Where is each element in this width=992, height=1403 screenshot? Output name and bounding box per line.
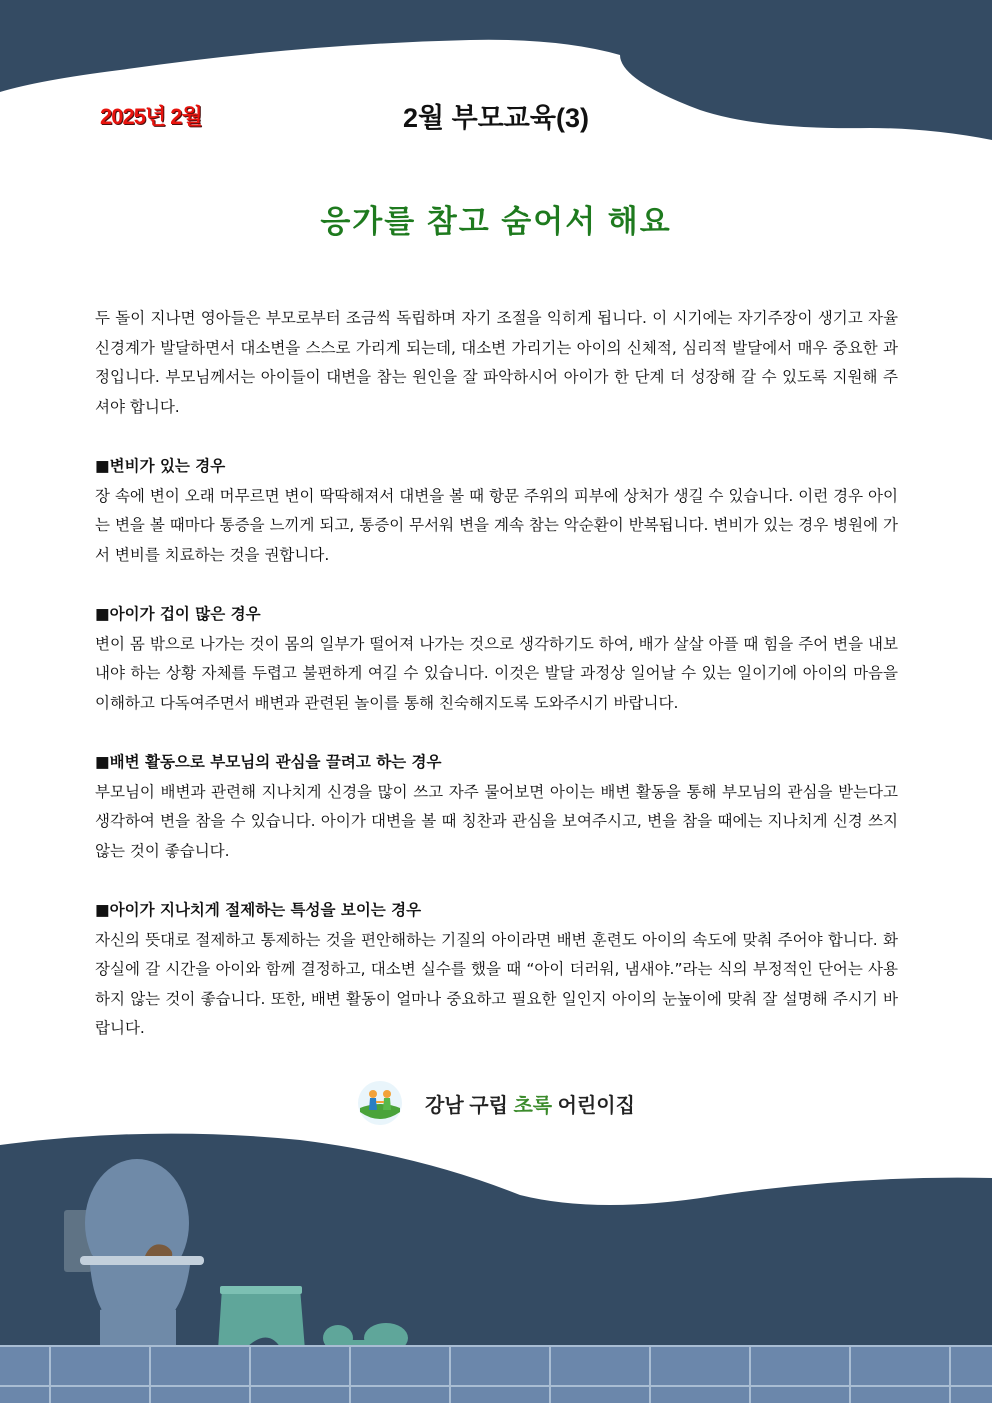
section-body-attention: 부모님이 배변과 관련해 지나치게 신경을 많이 쓰고 자주 물어보면 아이는 배변 활동을 통해 부모님의 관심을 받는다고 생각하여 변을 참을 수 있습니다. 아이가 대변을 볼 때 칭찬과 관심을 보여주시고, 변을 참을 때에는 지나치게 신경 쓰지 않는 것이 좋습니다. [95,782,898,860]
section-heading-fearful: ■아이가 겁이 많은 경우 [95,605,261,623]
intro-paragraph: 두 돌이 지나면 영아들은 부모로부터 조금씩 독립하며 자기 조절을 익히게 됩니다. 이 시기에는 자기주장이 생기고 자율신경계가 발달하면서 대소변을 스스로 가리게 되는데, 대소변 가리기는 아이의 신체적, 심리적 발달에서 매우 중요한 과정입니다. 부모님께서는 아이들이 대변을 참는 원인을 잘 파악하시어 아이가 한 단계 더 성장해 갈 수 있도록 지원해 주셔야 합니다. [95,309,898,416]
daycare-name-part3: 어린이집 [557,1094,635,1117]
document-date: 2025년 2월 [100,104,202,129]
main-heading: 응가를 참고 숨어서 해요 [320,204,672,239]
section-body-fearful: 변이 몸 밖으로 나가는 것이 몸의 일부가 떨어져 나가는 것으로 생각하기도 하여, 배가 살살 아플 때 힘을 주어 변을 내보내야 하는 상황 자체를 두렵고 불편하게 여길 수 있습니다. 이것은 발달 과정상 일어날 수 있는 일이기에 아이의 마음을 이해하고 다독여주면서 배변과 관련된 놀이를 통해 친숙해지도록 도와주시기 바랍니다. [95,634,898,712]
article-body [95,304,898,1044]
section-heading-attention: ■배변 활동으로 부모님의 관심을 끌려고 하는 경우 [95,753,442,771]
daycare-name-highlight: 초록 [513,1094,553,1117]
bathroom-illustration [0,1120,992,1403]
section-body-constipation: 장 속에 변이 오래 머무르면 변이 딱딱해져서 대변을 볼 때 항문 주위의 피부에 상처가 생길 수 있습니다. 이런 경우 아이는 변을 볼 때마다 통증을 느끼게 되고, 통증이 무서워 변을 계속 참는 악순환이 반복됩니다. 변비가 있는 경우 병원에 가서 변비를 치료하는 것을 권합니다. [95,486,898,564]
daycare-name-part1: 강남 구립 [425,1094,508,1117]
document-title: 2월 부모교육(3) [403,103,589,133]
section-heading-constipation: ■변비가 있는 경우 [95,457,226,475]
section-body-self-control: 자신의 뜻대로 절제하고 통제하는 것을 편안해하는 기질의 아이라면 배변 훈련도 아이의 속도에 맞춰 주어야 합니다. 화장실에 갈 시간을 아이와 함께 결정하고, 대소변 실수를 했을 때 “아이 더러워, 냄새야.”라는 식의 부정적인 단어는 사용하지 않는 것이 좋습니다. 또한, 배변 활동이 얼마나 중요하고 필요한 일인지 아이의 눈높이에 맞춰 잘 설명해 주시기 바랍니다. [95,930,898,1037]
daycare-name [425,1089,635,1118]
section-heading-self-control: ■아이가 지나치게 절제하는 특성을 보이는 경우 [95,901,422,919]
